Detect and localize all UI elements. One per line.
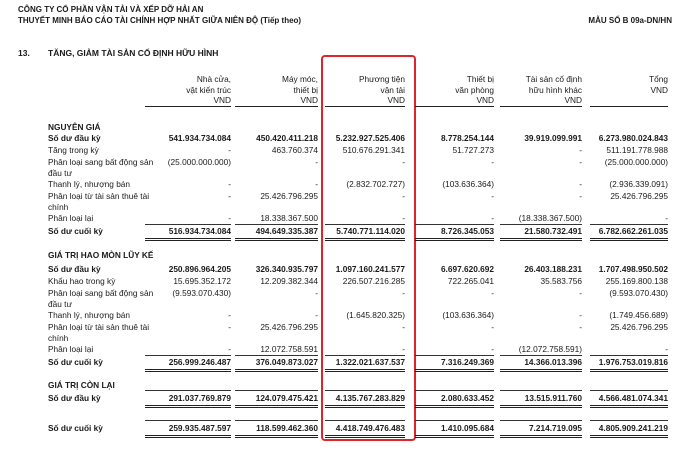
table-cell: 8.726.345.053 xyxy=(440,226,494,236)
table-cell: (25.000.000.000) xyxy=(604,157,668,167)
row-top-rule xyxy=(590,390,668,391)
table-cell: 326.340.935.797 xyxy=(255,264,318,274)
total-rule xyxy=(235,240,318,241)
row-top-rule xyxy=(325,390,405,391)
table-cell: 18.338.367.500 xyxy=(260,213,318,223)
table-cell: 255.169.800.138 xyxy=(605,276,668,286)
total-rule xyxy=(325,238,405,239)
table-cell: - xyxy=(315,157,318,167)
total-rule xyxy=(325,405,405,406)
row-label: Số dư đầu kỳ xyxy=(48,393,101,403)
subtotal-rule xyxy=(145,355,231,356)
total-rule xyxy=(145,371,231,372)
total-rule xyxy=(415,437,494,438)
table-cell: 124.079.475.421 xyxy=(255,393,318,403)
row-top-rule xyxy=(415,420,494,421)
table-cell: - xyxy=(315,179,318,189)
row-top-rule xyxy=(500,390,582,391)
table-cell: - xyxy=(579,310,582,320)
column-header-line2: văn phòng xyxy=(455,84,494,95)
table-cell: 6.273.980.024.843 xyxy=(598,133,668,143)
total-rule xyxy=(325,407,405,408)
table-cell: (25.000.000.000) xyxy=(167,157,231,167)
row-label: Phân loại từ tài sản thuê tài xyxy=(48,191,150,201)
table-cell: (12.072.758.591) xyxy=(518,344,582,354)
total-rule xyxy=(325,371,405,372)
subtotal-rule xyxy=(145,224,231,225)
total-rule xyxy=(235,238,318,239)
table-cell: 26.403.188.231 xyxy=(524,264,582,274)
total-rule xyxy=(590,437,668,438)
table-cell: 25.426.796.295 xyxy=(260,191,318,201)
total-rule xyxy=(235,369,318,370)
table-cell: 12.209.382.344 xyxy=(260,276,318,286)
subtotal-rule xyxy=(590,355,668,356)
total-rule xyxy=(500,238,582,239)
total-rule xyxy=(415,238,494,239)
table-cell: 12.072.758.591 xyxy=(260,344,318,354)
total-rule xyxy=(590,240,668,241)
row-top-rule xyxy=(145,390,231,391)
table-cell: - xyxy=(491,157,494,167)
table-cell: - xyxy=(402,157,405,167)
subtotal-rule xyxy=(415,224,494,225)
table-cell: 1.322.021.637.537 xyxy=(335,357,405,367)
total-rule xyxy=(415,407,494,408)
table-cell: 541.934.734.084 xyxy=(168,133,231,143)
table-cell: - xyxy=(228,145,231,155)
total-rule xyxy=(145,437,231,438)
table-cell: (103.636.364) xyxy=(442,310,494,320)
row-label: Khấu hao trong kỳ xyxy=(48,276,116,286)
subtotal-rule xyxy=(235,355,318,356)
row-top-rule xyxy=(325,420,405,421)
subtotal-rule xyxy=(500,224,582,225)
total-rule xyxy=(590,435,668,436)
group-heading-net: GIÁ TRỊ CÒN LẠI xyxy=(48,380,115,390)
column-header-line1: Thiết bị xyxy=(466,74,494,84)
total-rule xyxy=(500,405,582,406)
column-unit: VND xyxy=(476,95,494,105)
total-rule xyxy=(500,369,582,370)
total-rule xyxy=(415,435,494,436)
total-rule xyxy=(145,238,231,239)
table-cell: 1.097.160.241.577 xyxy=(335,264,405,274)
table-cell: - xyxy=(579,322,582,332)
column-unit: VND xyxy=(387,95,405,105)
row-label: Số dư cuối kỳ xyxy=(48,423,103,433)
column-unit: VND xyxy=(213,95,231,105)
column-rule xyxy=(415,106,494,107)
table-cell: - xyxy=(491,344,494,354)
table-cell: 259.935.487.597 xyxy=(168,423,231,433)
table-cell: 5.740.771.114.020 xyxy=(336,226,405,236)
column-rule xyxy=(500,106,582,107)
table-cell: 25.426.796.295 xyxy=(610,322,668,332)
row-label-continued: chính xyxy=(48,202,69,212)
column-header-line2: hữu hình khác xyxy=(528,84,582,95)
total-rule xyxy=(500,437,582,438)
table-cell: (9.593.070.430) xyxy=(172,288,231,298)
total-rule xyxy=(590,407,668,408)
total-rule xyxy=(235,371,318,372)
table-cell: 51.727.273 xyxy=(452,145,494,155)
table-cell: 21.580.732.491 xyxy=(524,226,582,236)
table-cell: - xyxy=(402,322,405,332)
row-label-continued: chính xyxy=(48,333,69,343)
column-header-line2: vật kiến trúc xyxy=(186,84,231,95)
group-heading-cost: NGUYÊN GIÁ xyxy=(48,122,101,132)
column-header-line2: thiết bị xyxy=(293,84,318,95)
table-cell: - xyxy=(402,344,405,354)
column-header xyxy=(565,74,668,95)
table-cell: - xyxy=(228,344,231,354)
total-rule xyxy=(590,369,668,370)
row-top-rule xyxy=(415,390,494,391)
table-cell: - xyxy=(315,288,318,298)
group-heading-depreciation: GIÁ TRỊ HAO MÒN LŨY KẾ xyxy=(48,250,154,260)
row-label: Phân loại sang bất động sản xyxy=(48,157,154,167)
table-cell: 7.316.249.369 xyxy=(440,357,494,367)
column-header-line1: Phương tiện xyxy=(358,74,405,84)
highlight-box xyxy=(321,55,416,441)
total-rule xyxy=(235,405,318,406)
table-cell: - xyxy=(228,179,231,189)
table-cell: 6.782.662.261.035 xyxy=(598,226,668,236)
table-cell: 494.649.335.387 xyxy=(255,226,318,236)
total-rule xyxy=(145,407,231,408)
total-rule xyxy=(325,435,405,436)
column-unit: VND xyxy=(564,95,582,105)
total-rule xyxy=(590,371,668,372)
table-cell: - xyxy=(579,191,582,201)
total-rule xyxy=(145,369,231,370)
table-cell: 8.778.254.144 xyxy=(440,133,494,143)
row-label: Thanh lý, nhượng bán xyxy=(48,179,131,189)
column-rule xyxy=(325,106,405,107)
subtotal-rule xyxy=(500,355,582,356)
table-cell: (9.593.070.430) xyxy=(609,288,668,298)
table-cell: - xyxy=(228,322,231,332)
total-rule xyxy=(500,407,582,408)
total-rule xyxy=(415,240,494,241)
subtotal-rule xyxy=(325,224,405,225)
row-top-rule xyxy=(590,420,668,421)
total-rule xyxy=(145,240,231,241)
table-cell: 15.695.352.172 xyxy=(173,276,231,286)
table-cell: 511.191.778.988 xyxy=(606,145,668,155)
table-cell: (1.749.456.689) xyxy=(609,310,668,320)
row-label: Số dư cuối kỳ xyxy=(48,357,103,367)
table-cell: 5.232.927.525.406 xyxy=(335,133,405,143)
section-number: 13. xyxy=(18,48,30,58)
column-unit: VND xyxy=(300,95,318,105)
row-label: Số dư cuối kỳ xyxy=(48,226,103,236)
subtotal-rule xyxy=(415,355,494,356)
table-cell: - xyxy=(579,288,582,298)
total-rule xyxy=(325,437,405,438)
table-cell: 1.410.095.684 xyxy=(440,423,494,433)
total-rule xyxy=(500,240,582,241)
table-cell: 25.426.796.295 xyxy=(610,191,668,201)
row-top-rule xyxy=(500,420,582,421)
table-cell: - xyxy=(491,213,494,223)
table-cell: 7.214.719.095 xyxy=(528,423,582,433)
table-cell: (103.636.364) xyxy=(442,179,494,189)
table-cell: 6.697.620.692 xyxy=(440,264,494,274)
table-cell: 14.366.013.396 xyxy=(524,357,582,367)
row-label: Phân loại lại xyxy=(48,344,94,354)
table-cell: - xyxy=(579,179,582,189)
table-cell: - xyxy=(228,213,231,223)
table-cell: - xyxy=(491,191,494,201)
row-top-rule xyxy=(145,420,231,421)
total-rule xyxy=(145,405,231,406)
section-title: TĂNG, GIẢM TÀI SẢN CỐ ĐỊNH HỮU HÌNH xyxy=(48,48,219,58)
table-cell: 291.037.769.879 xyxy=(168,393,231,403)
column-header-line2: Tổng xyxy=(649,74,668,84)
table-cell: 722.265.041 xyxy=(447,276,494,286)
report-title: THUYẾT MINH BÁO CÁO TÀI CHÍNH HỢP NHẤT GIỮA NIÊN ĐỘ (Tiếp theo) xyxy=(18,16,302,25)
table-cell: 256.999.246.487 xyxy=(168,357,231,367)
column-unit: VND xyxy=(650,84,668,95)
table-cell: 39.919.099.991 xyxy=(524,133,582,143)
table-cell: 118.599.462.360 xyxy=(256,423,318,433)
row-label-continued: đầu tư xyxy=(48,168,73,178)
column-rule xyxy=(590,106,668,107)
table-cell: - xyxy=(491,288,494,298)
total-rule xyxy=(590,238,668,239)
table-cell: 516.934.734.084 xyxy=(168,226,231,236)
total-rule xyxy=(235,437,318,438)
table-cell: - xyxy=(665,213,668,223)
column-header-line2: vận tải xyxy=(380,84,405,95)
row-label: Số dư đầu kỳ xyxy=(48,133,101,143)
table-cell: (18.338.367.500) xyxy=(518,213,582,223)
row-top-rule xyxy=(235,420,318,421)
subtotal-rule xyxy=(325,355,405,356)
table-cell: 450.420.411.218 xyxy=(256,133,318,143)
table-cell: - xyxy=(228,191,231,201)
table-cell: 226.507.216.285 xyxy=(342,276,405,286)
table-cell: 2.080.633.452 xyxy=(440,393,494,403)
total-rule xyxy=(235,435,318,436)
table-cell: 13.515.911.760 xyxy=(524,393,582,403)
table-cell: - xyxy=(315,310,318,320)
table-cell: 510.676.291.341 xyxy=(342,145,405,155)
table-cell: - xyxy=(665,344,668,354)
total-rule xyxy=(325,240,405,241)
row-label: Số dư đầu kỳ xyxy=(48,264,101,274)
total-rule xyxy=(415,371,494,372)
total-rule xyxy=(145,435,231,436)
table-cell: 4.418.749.476.483 xyxy=(335,423,405,433)
table-cell: - xyxy=(228,310,231,320)
row-top-rule xyxy=(235,390,318,391)
total-rule xyxy=(235,407,318,408)
table-cell: 4.805.909.241.219 xyxy=(598,423,668,433)
table-cell: 35.583.756 xyxy=(540,276,582,286)
table-cell: 4.566.481.074.341 xyxy=(598,393,668,403)
row-label: Phân loại lại xyxy=(48,213,94,223)
column-header-line1: Tài sản cố định xyxy=(525,74,582,84)
column-rule xyxy=(235,106,318,107)
total-rule xyxy=(415,369,494,370)
table-cell: - xyxy=(579,157,582,167)
row-label: Tăng trong kỳ xyxy=(48,145,99,155)
table-cell: 250.896.964.205 xyxy=(168,264,231,274)
company-name: CÔNG TY CỔ PHẦN VẬN TẢI VÀ XẾP DỠ HẢI AN xyxy=(18,5,204,14)
column-header xyxy=(390,74,494,106)
table-cell: 1.976.753.019.816 xyxy=(598,357,668,367)
column-header-line1: Máy móc, xyxy=(282,74,318,84)
total-rule xyxy=(500,371,582,372)
column-header-line1: Nhà cửa, xyxy=(196,74,231,84)
table-cell: 463.760.374 xyxy=(271,145,318,155)
row-label-continued: đầu tư xyxy=(48,299,73,309)
table-cell: 376.049.873.027 xyxy=(255,357,318,367)
column-rule xyxy=(145,106,231,107)
total-rule xyxy=(415,405,494,406)
row-label: Phân loại sang bất động sản xyxy=(48,288,154,298)
row-label: Phân loại từ tài sản thuê tài xyxy=(48,322,150,332)
table-cell: (2.936.339.091) xyxy=(609,179,668,189)
table-cell: 4.135.767.283.829 xyxy=(335,393,405,403)
table-cell: - xyxy=(579,145,582,155)
table-cell: 1.707.498.950.502 xyxy=(598,264,668,274)
table-cell: - xyxy=(402,191,405,201)
total-rule xyxy=(590,405,668,406)
row-label: Thanh lý, nhượng bán xyxy=(48,310,131,320)
table-cell: (2.832.702.727) xyxy=(346,179,405,189)
table-cell: - xyxy=(491,322,494,332)
table-cell: - xyxy=(402,288,405,298)
subtotal-rule xyxy=(590,224,668,225)
total-rule xyxy=(325,369,405,370)
total-rule xyxy=(500,435,582,436)
table-cell: (1.645.820.325) xyxy=(346,310,405,320)
table-cell: 25.426.796.295 xyxy=(260,322,318,332)
subtotal-rule xyxy=(235,224,318,225)
form-code: MẪU SỐ B 09a-DN/HN xyxy=(588,16,672,25)
table-cell: - xyxy=(402,213,405,223)
